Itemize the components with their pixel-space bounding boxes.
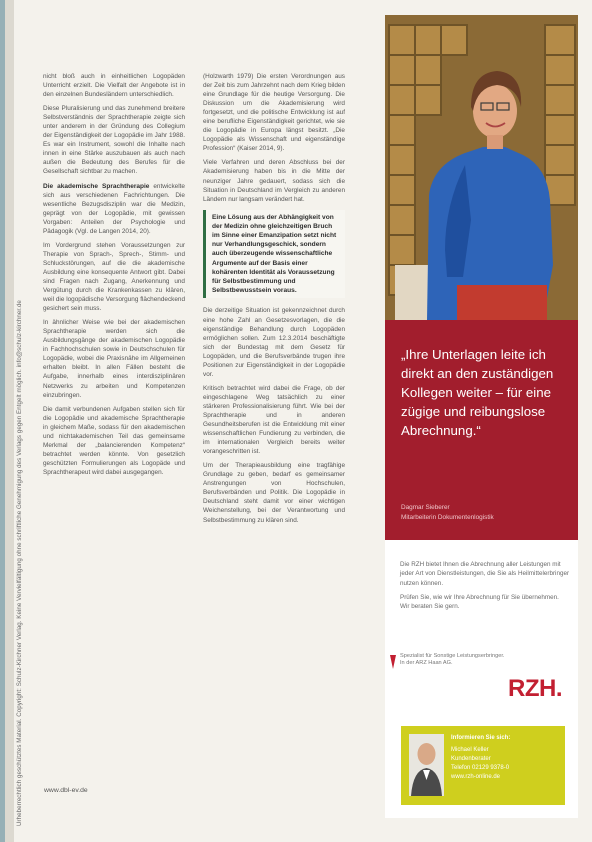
ad-tagline: Spezialist für Sonstige Leistungserbringer. In der ARZ Haan AG. [400, 653, 505, 666]
paragraph: nicht bloß auch in einheitlichen Logopäden Unterricht erzielt. Die Vielfalt der Angebote ist in den einzelnen Bundesländern unterschiedlich. [43, 73, 185, 99]
paragraph: Kritisch betrachtet wird dabei die Frage, ob der eingeschlagene Weg tatsächlich zu einer stärkeren Professionalisierung führt. Wie bei der Sprachtherapie und in anderen Gesundheitsberufen ist die Entwicklung mit einer wissenschaftlichen Fundierung zu verbinden, die im internationalen Vergleich bereits weiter vorangeschritten ist. [203, 384, 345, 456]
paragraph: (Holzwarth 1979) Die ersten Verordnungen aus der Zeit bis zum Jahrzehnt nach dem Krieg bilden eine Grundlage für die heutige Versorgung. Die Diskussion um die Akademisierung wird fortgesetzt, und die politische Entwicklung ist auf eine berufliche Eigenständigkeit gerichtet, wie sie die Logopädie in Europa längst besitzt. „Die Logopädie als Wissenschaft und eigenständige Profession“ (Kaiser 2014, 9). [203, 73, 345, 153]
paragraph: Im Vordergrund stehen Voraussetzungen zur Therapie von Sprach-, Sprech-, Stimm- und Schluckstörungen, auf die die akademische Ausbildung eine konsequente Antwort gibt. Dabei sind Fragen nach Zugang, Anerkennung und Vergütung durch die Krankenkassen zu klären, weil die logopädische Versorgung flächendeckend gesichert sein muss. [43, 241, 185, 313]
rzh-mark-icon [388, 655, 398, 674]
woman-portrait-illustration [385, 15, 578, 320]
spine-strip [0, 0, 5, 842]
contact-line: Telefon 02129 9378-0 [451, 765, 510, 771]
ad-quote: „Ihre Unterlagen leite ich direkt an den zuständigen Kollegen weiter – für eine zügige und reibungslose Abrechnung.“ [401, 347, 554, 438]
ad-body-text: Die RZH bietet Ihnen die Abrechnung aller Leistungen mit jeder Art von Dienstleistungen, die Sie als Heilmittelerbringer nutzen können. [400, 561, 570, 587]
ad-quote-panel [385, 320, 578, 540]
article-column-left [43, 72, 185, 776]
contact-link[interactable]: www.rzh-online.de [451, 774, 501, 780]
ad-contact-box [401, 726, 565, 805]
ad-person-name: Dagmar Sieberer [401, 504, 450, 511]
footer-url: www.dbl-ev.de [44, 787, 88, 794]
article-column-right [203, 72, 345, 776]
paragraph: Diese Pluralisierung und das zunehmend breitere Selbstverständnis der Sprachtherapie zeigte sich unter anderem in der Gründung des Collegium der Eigenständigkeit der Logopädie im Jahr 1988. Es war ein Instrument, sowohl die Inhalte nach innen in eine Stärke auszubauen als auch nach außen die Bedeutung des Berufes für die Gesellschaft sichtbar zu machen. [43, 105, 185, 176]
paragraph: Die damit verbundenen Aufgaben stellen sich für die Logopädie und akademische Sprachtherapie in gleichem Maße, sodass für den akademischen und nichtakademischen Teil das gemeinsame Merkmal der „balancierenden Kompetenz“ betrachtet werden könnte. Von gesetzlich geschützten Formulierungen als Logopäde und Sprachtherapeut wird dabei ausgegangen. [43, 405, 185, 476]
section-heading: Die akademische Sprachtherapie [43, 182, 150, 190]
copyright-note: Urheberrechtlich geschütztes Material. Copyright: Schulz-Kirchner Verlag. Keine Vervielfältigung ohne schriftliche Genehmigung des Verlags gegen Entgelt möglich. info@schulz-kirchner.de [16, 300, 23, 826]
paragraph: In ähnlicher Weise wie bei der akademischen Sprachtherapie werden sich die Ausbildungsgänge der akademischen Logopädie in Fachhochschulen sowie in Deutschschulen für Logopädie, wobei die Praxisnähe im Allgemeinen erhalten bleibt. In allen Fällen besteht die Aufgabe, innerhalb eines interdisziplinären Netzwerks zu arbeiten und Kompetenzen einzubringen. [43, 319, 185, 399]
contact-line: Kundenberater [451, 756, 491, 762]
ad-person [401, 503, 494, 522]
contact-avatar [409, 734, 444, 796]
rzh-logo: RZH. [508, 675, 562, 702]
paragraph-text: entwickelte sich aus verschiedenen Fachrichtungen. Die wesentliche Bezugsdisziplin war die Medizin, geprägt von der Logopädie, mit gewissen Vorgaben: Anteilen der Psychologie und Pädagogik (Vgl. de Langen 2014, 20). [43, 182, 185, 235]
contact-heading: Informieren Sie sich: [451, 735, 511, 741]
pull-quote: Eine Lösung aus der Abhängigkeit von der Medizin ohne gleichzeitigen Bruch im Sinne einer Emanzipation setzt nicht nur Verhandlungsgeschick, sondern auch überzeugende wissenschaftliche Argumente auf der Basis einer kohärenten Identität als Voraussetzung für Selbstbestimmung und Selbstbewusstsein voraus. [203, 210, 345, 299]
paragraph: Um der Therapieausbildung eine tragfähige Grundlage zu geben, bedarf es gemeinsamer Anstrengungen von Hochschulen, Berufsverbänden und Politik. Die Logopädie in Deutschland steht damit vor einer wichtigen Weichenstellung, bei der Verantwortung und Selbstbestimmung zu klären sind. [203, 462, 345, 524]
paragraph: Viele Verfahren und deren Abschluss bei der Akademisierung haben bis in die Mitte der neunziger Jahre gedauert, sodass sich die Situation in Deutschland im Vergleich zu anderen Ländern nur langsam verändert hat. [203, 159, 345, 203]
paragraph: Die derzeitige Situation ist gekennzeichnet durch eine hohe Zahl an Gesetzesvorlagen, die die eigenständige Behandlung durch Logopäden ermöglichen sollen. Zum 12.3.2014 beschäftigte sich der Bundestag mit dem Gesetz für Logopäden, und die Berufsverbände trugen ihre Positionen zur Eigenständigkeit in der Logopädie vor. [203, 307, 345, 378]
ad-body [400, 560, 570, 616]
ad-body-text: Prüfen Sie, wie wir Ihre Abrechnung für Sie übernehmen. Wir beraten Sie gern. [400, 593, 559, 611]
advertisement [385, 15, 578, 818]
contact-line: Michael Keller [451, 747, 489, 753]
contact-info [451, 734, 561, 782]
ad-photo [385, 15, 578, 320]
ad-person-role: Mitarbeiterin Dokumentenlogistik [401, 513, 494, 521]
